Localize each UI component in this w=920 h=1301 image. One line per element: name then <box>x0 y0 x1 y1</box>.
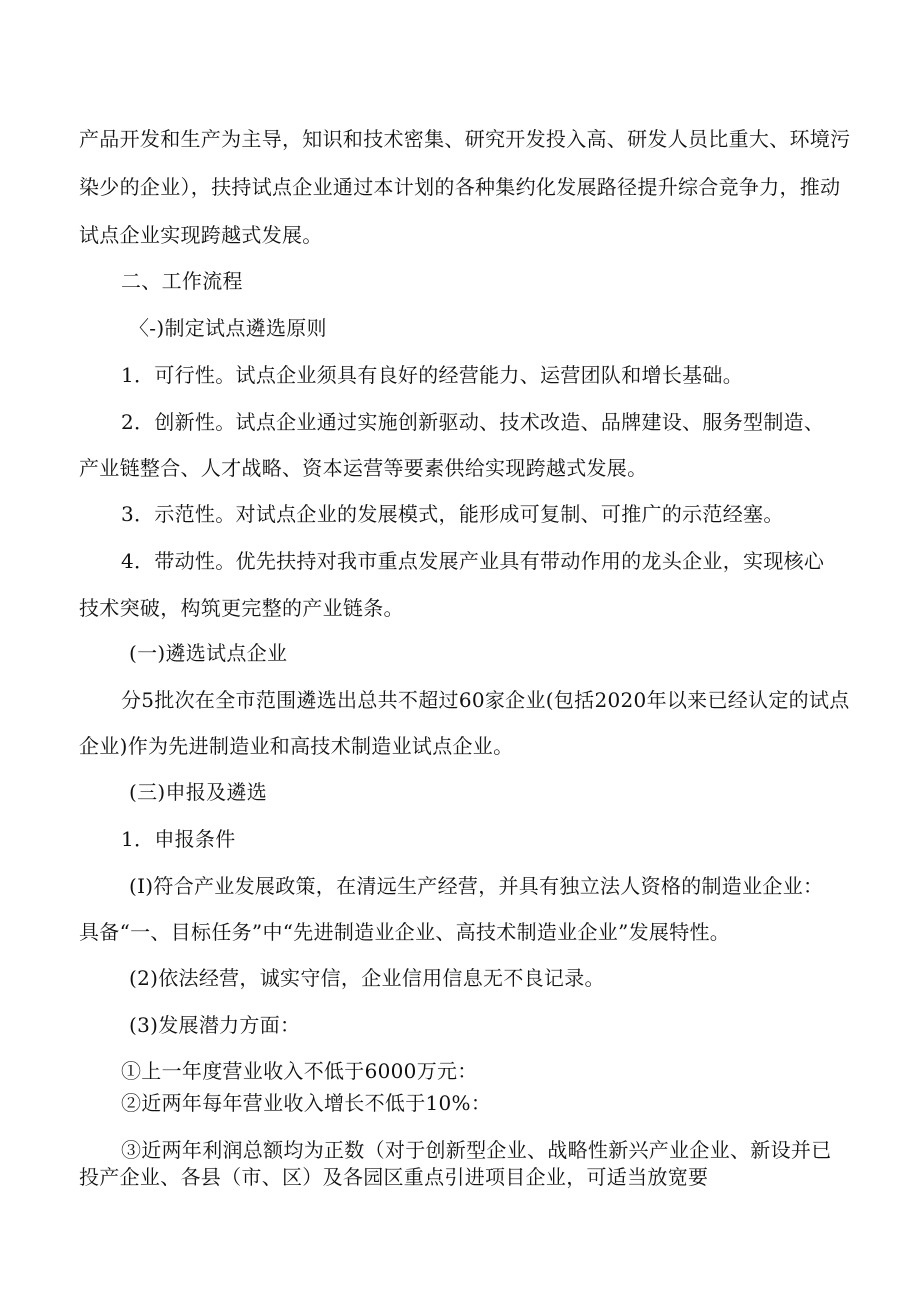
subsection-heading: (一)遴选试点企业 <box>129 641 288 665</box>
paragraph-line: 投产企业、各县（市、区）及各园区重点引进项目企业，可适当放宽要 <box>79 1165 709 1189</box>
paragraph-line: 染少的企业），扶持试点企业通过本计划的各种集约化发展路径提升综合竞争力，推动 <box>79 175 841 199</box>
subsection-heading: 〈-)制定试点遴选原则 <box>129 316 327 340</box>
list-item: (I)符合产业发展政策，在清远生产经营，并具有独立法人资格的制造业企业： <box>129 874 824 898</box>
list-item: 1．申报条件 <box>121 827 236 851</box>
paragraph-line: 试点企业实现跨越式发展。 <box>79 223 323 247</box>
paragraph-line: 产业链整合、人才战略、资本运营等要素供给实现跨越式发展。 <box>79 456 648 480</box>
list-item: 1．可行性。试点企业须具有良好的经营能力、运营团队和增长基础。 <box>121 363 744 387</box>
paragraph-line: 产品开发和生产为主导，知识和技术密集、研究开发投入高、研发人员比重大、环境污 <box>79 127 851 151</box>
paragraph-line: 技术突破，构筑更完整的产业链条。 <box>79 596 404 620</box>
section-heading: 二、工作流程 <box>121 269 243 293</box>
list-item: ①上一年度营业收入不低于6000万元： <box>121 1059 478 1083</box>
paragraph-line: 企业)作为先进制造业和高技术制造业试点企业。 <box>79 734 514 758</box>
list-item: ③近两年利润总额均为正数（对于创新型企业、战略性新兴产业企业、新设并已 <box>121 1138 832 1162</box>
subsection-heading: (三)申报及遴选 <box>129 780 268 804</box>
list-item: 3．示范性。对试点企业的发展模式，能形成可复制、可推广的示范经塞。 <box>121 502 784 526</box>
paragraph-line: 具备“一、目标任务”中“先进制造业企业、高技术制造业企业”发展特性。 <box>79 920 731 944</box>
list-item: ②近两年每年营业收入增长不低于10%： <box>121 1091 492 1115</box>
list-item: (3)发展潜力方面： <box>129 1013 301 1037</box>
list-item: 4．带动性。优先扶持对我市重点发展产业具有带动作用的龙头企业，实现核心 <box>121 549 825 573</box>
paragraph-line: 分5批次在全市范围遴选出总共不超过60家企业(包括2020年以来已经认定的试点 <box>121 688 850 712</box>
list-item: (2)依法经营，诚实守信，企业信用信息无不良记录。 <box>129 966 605 990</box>
list-item: 2．创新性。试点企业通过实施创新驱动、技术改造、品牌建设、服务型制造、 <box>121 410 825 434</box>
